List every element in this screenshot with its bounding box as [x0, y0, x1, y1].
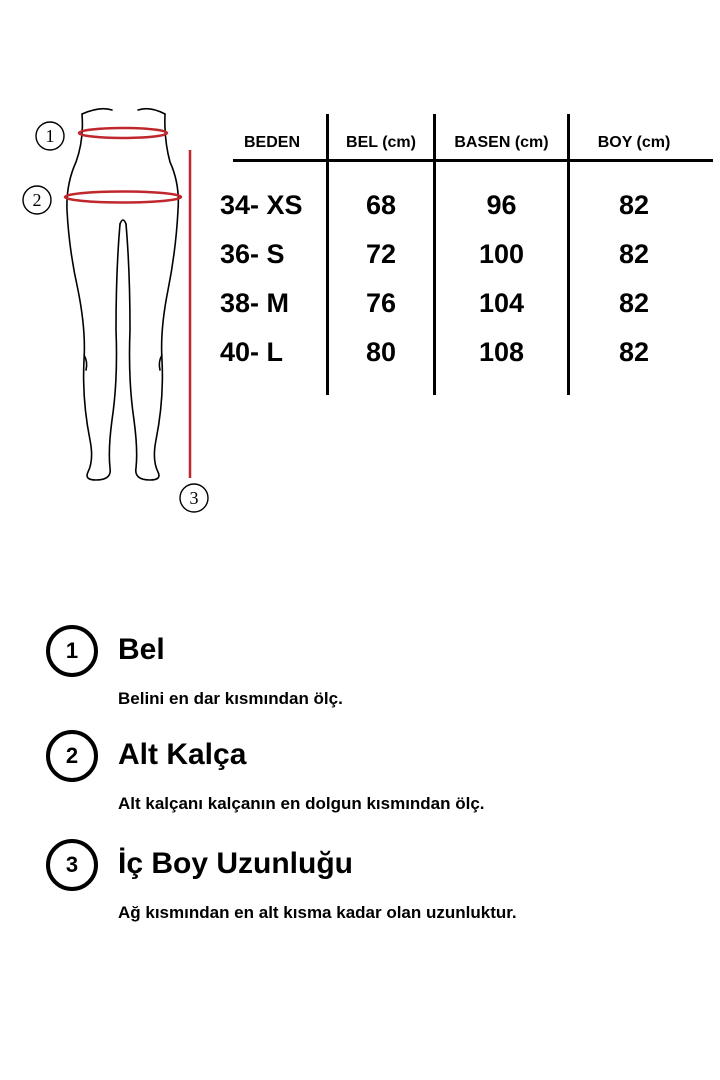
header-basen: BASEN (cm): [454, 134, 549, 151]
number-badge: 1: [46, 625, 98, 677]
legend-item-waist: [46, 625, 686, 725]
body-measurement-figure: [0, 100, 230, 530]
table-row: [215, 288, 713, 328]
callout-1: [36, 122, 64, 150]
table-row: [215, 337, 713, 377]
boy-value: 82: [618, 239, 650, 269]
waist-measure-line: [79, 128, 167, 138]
bel-value: 80: [365, 337, 397, 367]
header-bel: BEL (cm): [346, 134, 416, 151]
legend-title: Alt Kalça: [118, 738, 247, 771]
size-label: 34- XS: [220, 190, 303, 220]
size-label: 38- M: [220, 288, 290, 318]
boy-value: 82: [618, 337, 650, 367]
svg-text:3: 3: [189, 488, 199, 508]
legs-outline: [67, 109, 178, 480]
boy-value: 82: [618, 288, 650, 318]
basen-value: 104: [478, 288, 525, 318]
callout-3: [180, 484, 208, 512]
table-row: [215, 190, 713, 230]
callout-2: [23, 186, 51, 214]
table-row: [215, 239, 713, 279]
basen-value: 96: [486, 190, 517, 220]
bel-value: 68: [365, 190, 397, 220]
legend-title: İç Boy Uzunluğu: [118, 847, 353, 880]
header-divider: [233, 159, 713, 162]
basen-value: 108: [478, 337, 525, 367]
legend-description: Alt kalçanı kalçanın en dolgun kısmından ölç.: [118, 794, 485, 813]
number-badge: 3: [46, 839, 98, 891]
legend-item-hip: [46, 730, 686, 830]
number-badge: 2: [46, 730, 98, 782]
legend-title: Bel: [118, 633, 165, 666]
legend-description: Belini en dar kısmından ölç.: [118, 689, 343, 708]
header-boy: BOY (cm): [597, 134, 671, 151]
legs-outline-illustration: [0, 100, 230, 530]
size-label: 40- L: [220, 337, 284, 367]
legend-description: Ağ kısmından en alt kısma kadar olan uzunluktur.: [118, 903, 517, 922]
bel-value: 76: [365, 288, 397, 318]
legend-item-inseam: [46, 839, 686, 939]
boy-value: 82: [618, 190, 650, 220]
hip-measure-line: [65, 192, 181, 203]
size-label: 36- S: [220, 239, 285, 269]
basen-value: 100: [478, 239, 525, 269]
svg-text:2: 2: [32, 190, 42, 210]
header-beden: BEDEN: [243, 134, 300, 151]
size-chart-table: [215, 114, 713, 396]
svg-text:1: 1: [45, 126, 55, 146]
bel-value: 72: [365, 239, 397, 269]
